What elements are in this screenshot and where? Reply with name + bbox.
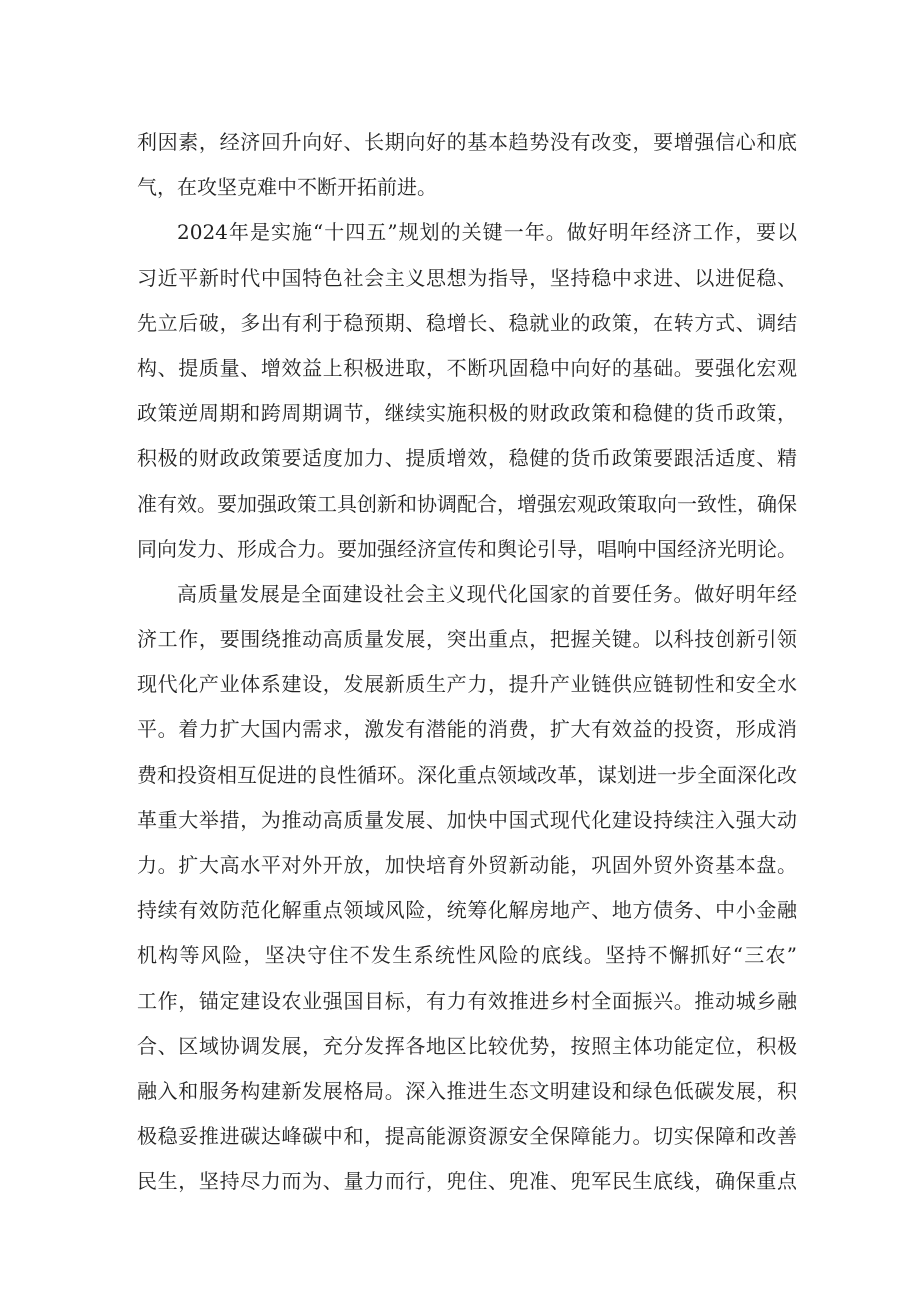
text-line: 机构等风险，坚决守住不发生系统性风险的底线。坚持不懈抓好“三农” bbox=[137, 943, 797, 968]
text-line: 济工作，要围绕推动高质量发展，突出重点，把握关键。以科技创新引领 bbox=[137, 627, 797, 652]
text-line: 民生，坚持尽力而为、量力而行，兜住、兜准、兜军民生底线，确保重点 bbox=[137, 1169, 797, 1194]
text-line: 高质量发展是全面建设社会主义现代化国家的首要任务。做好明年经 bbox=[177, 581, 797, 606]
text-line: 工作，锚定建设农业强国目标，有力有效推进乡村全面振兴。推动城乡融 bbox=[137, 988, 797, 1013]
text-line: 先立后破，多出有利于稳预期、稳增长、稳就业的政策，在转方式、调结 bbox=[137, 310, 797, 335]
text-line: 气，在攻坚克难中不断开拓前进。 bbox=[137, 175, 437, 200]
paragraph-continuation bbox=[137, 120, 797, 210]
text-line: 平。着力扩大国内需求，激发有潜能的消费，扩大有效益的投资，形成消 bbox=[137, 717, 797, 742]
text-line: 融入和服务构建新发展格局。深入推进生态文明建设和绿色低碳发展，积 bbox=[137, 1078, 797, 1103]
text-line: 现代化产业体系建设，发展新质生产力，提升产业链供应链韧性和安全水 bbox=[137, 672, 797, 697]
text-line: 准有效。要加强政策工具创新和协调配合，增强宏观政策取向一致性，确保 bbox=[137, 491, 797, 516]
text-line: 费和投资相互促进的良性循环。深化重点领域改革，谋划进一步全面深化改 bbox=[137, 762, 797, 787]
paragraph-high-quality-development bbox=[137, 572, 797, 1205]
text-line: 力。扩大高水平对外开放，加快培育外贸新动能，巩固外贸外资基本盘。 bbox=[137, 853, 797, 877]
text-line: 政策逆周期和跨周期调节，继续实施积极的财政政策和稳健的货币政策， bbox=[137, 401, 797, 426]
document-body bbox=[137, 120, 797, 1205]
text-line: 持续有效防范化解重点领域风险，统筹化解房地产、地方债务、中小金融 bbox=[137, 898, 797, 923]
text-line: 构、提质量、增效益上积极进取，不断巩固稳中向好的基础。要强化宏观 bbox=[137, 355, 797, 380]
text-line: 利因素，经济回升向好、长期向好的基本趋势没有改变，要增强信心和底 bbox=[137, 130, 797, 154]
text-line: 革重大举措，为推动高质量发展、加快中国式现代化建设持续注入强大动 bbox=[137, 807, 797, 832]
paragraph-2024-work bbox=[137, 210, 797, 572]
text-line: 积极的财政政策要适度加力、提质增效，稳健的货币政策要跟活适度、精 bbox=[137, 446, 797, 471]
text-line: 2024年是实施“十四五”规划的关键一年。做好明年经济工作，要以 bbox=[177, 220, 797, 245]
text-line: 同向发力、形成合力。要加强经济宣传和舆论引导，唱响中国经济光明论。 bbox=[137, 536, 797, 561]
text-line: 合、区域协调发展，充分发挥各地区比较优势，按照主体功能定位，积极 bbox=[137, 1033, 797, 1058]
text-line: 极稳妥推进碳达峰碳中和，提高能源资源安全保障能力。切实保障和改善 bbox=[137, 1124, 797, 1149]
text-line: 习近平新时代中国特色社会主义思想为指导，坚持稳中求进、以进促稳、 bbox=[137, 265, 797, 290]
